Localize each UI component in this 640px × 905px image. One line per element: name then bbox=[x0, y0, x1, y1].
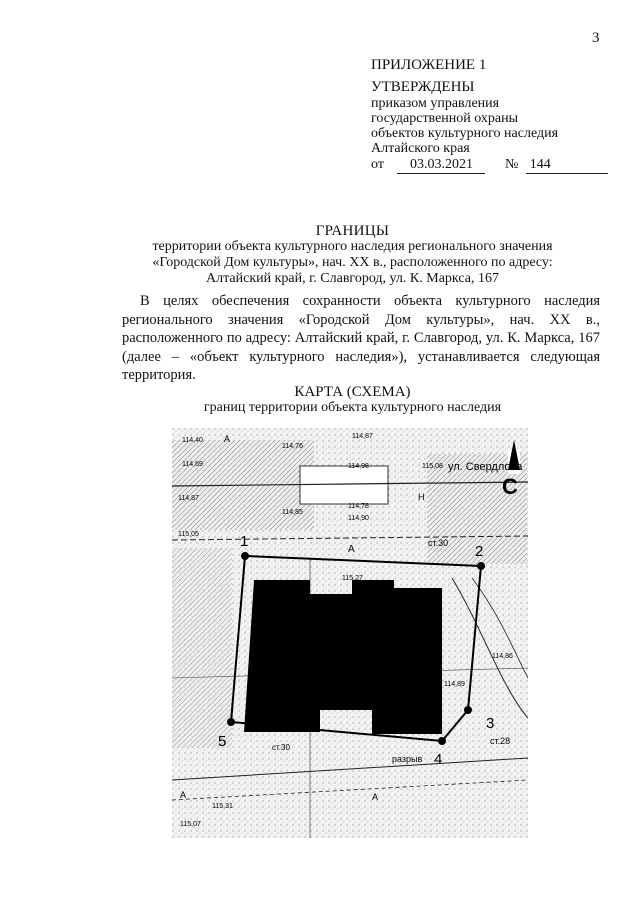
map-label-letter: А bbox=[180, 790, 187, 800]
order-date: 03.03.2021 bbox=[397, 156, 485, 174]
map-label-st: ст.28 bbox=[490, 736, 511, 746]
map-label-letter: Н bbox=[418, 492, 425, 502]
boundary-point-5 bbox=[227, 718, 235, 726]
appendix-title: ПРИЛОЖЕНИЕ 1 bbox=[371, 57, 487, 73]
map-height-mark: 115,08 bbox=[422, 463, 443, 470]
map-height-mark: 114,86 bbox=[492, 653, 513, 660]
page-number: 3 bbox=[592, 30, 600, 46]
heading-title: ГРАНИЦЫ bbox=[315, 223, 390, 239]
point-label-2: 2 bbox=[475, 543, 484, 560]
heading-line: Алтайский край, г. Славгород, ул. К. Маркса, 167 bbox=[206, 271, 499, 286]
point-label-3: 3 bbox=[486, 715, 495, 732]
map-height-mark: 114,98 bbox=[348, 463, 369, 470]
document-heading bbox=[110, 223, 595, 287]
north-label: С bbox=[502, 474, 518, 499]
map-label-gap: разрыв bbox=[392, 754, 423, 764]
approval-line: объектов культурного наследия bbox=[371, 126, 559, 141]
approval-line: государственной охраны bbox=[371, 111, 519, 126]
point-label-1: 1 bbox=[240, 533, 249, 550]
map-label-letter: А bbox=[372, 792, 379, 802]
map-height-mark: 114,85 bbox=[282, 509, 303, 516]
boundary-point-2 bbox=[477, 562, 485, 570]
map-height-mark: 114,69 bbox=[182, 461, 203, 468]
approval-line: приказом управления bbox=[371, 96, 500, 111]
boundary-point-1 bbox=[241, 552, 249, 560]
map-height-mark: 114,89 bbox=[444, 681, 465, 688]
map-height-mark: 114,78 bbox=[348, 503, 369, 510]
point-label-5: 5 bbox=[218, 733, 227, 750]
map-height-mark: 114,40 bbox=[182, 437, 203, 444]
map-height-mark: 115,27 bbox=[342, 575, 363, 582]
date-prefix: от bbox=[371, 157, 384, 172]
map-label-st: ст.30 bbox=[428, 538, 449, 548]
map-height-mark: 114,87 bbox=[178, 495, 199, 502]
heading-line: территории объекта культурного наследия регионального значения bbox=[152, 239, 553, 254]
map-label-letter: А bbox=[348, 544, 355, 555]
heading-line: «Городской Дом культуры», нач. XX в., расположенного по адресу: bbox=[152, 255, 553, 270]
map-subtitle: границ территории объекта культурного наследия bbox=[203, 400, 502, 415]
boundary-map bbox=[172, 428, 528, 838]
map-height-mark: 115,31 bbox=[212, 803, 233, 810]
order-number: 144 bbox=[526, 156, 608, 174]
map-label-letter: А bbox=[224, 434, 231, 444]
map-svg bbox=[172, 428, 528, 838]
map-label-st: ст.30 bbox=[272, 743, 290, 752]
map-title: КАРТА (СХЕМА) bbox=[294, 384, 411, 400]
boundary-point-4 bbox=[438, 737, 446, 745]
number-prefix: № bbox=[504, 157, 519, 172]
map-height-mark: 114,90 bbox=[348, 515, 369, 522]
map-height-mark: 115,13 bbox=[252, 619, 273, 626]
map-height-mark: 114,87 bbox=[352, 433, 373, 440]
street-label: ул. Свердлова bbox=[448, 461, 523, 473]
body-text: В целях обеспечения сохранности объекта культурного наследия регионального значения «Городской Дом культуры», нач. XX в., расположенного по адресу: Алтайский край, г. Славгород, ул. К. Маркса, 167 (далее – «объект культурного наследия»), устанавливается следующая территория. bbox=[122, 293, 600, 383]
map-height-mark: 115,07 bbox=[180, 821, 201, 828]
approved-label: УТВЕРЖДЕНЫ bbox=[371, 79, 475, 95]
map-block-w bbox=[172, 548, 232, 748]
point-label-4: 4 bbox=[434, 751, 443, 768]
approval-line: Алтайского края bbox=[371, 141, 470, 156]
boundary-point-3 bbox=[464, 706, 472, 714]
map-heading bbox=[110, 385, 595, 415]
approval-block bbox=[371, 57, 608, 174]
order-date-number bbox=[371, 156, 608, 174]
map-height-mark: 114,76 bbox=[282, 443, 303, 450]
body-paragraph bbox=[122, 292, 600, 385]
map-height-mark: 115,05 bbox=[178, 531, 199, 538]
